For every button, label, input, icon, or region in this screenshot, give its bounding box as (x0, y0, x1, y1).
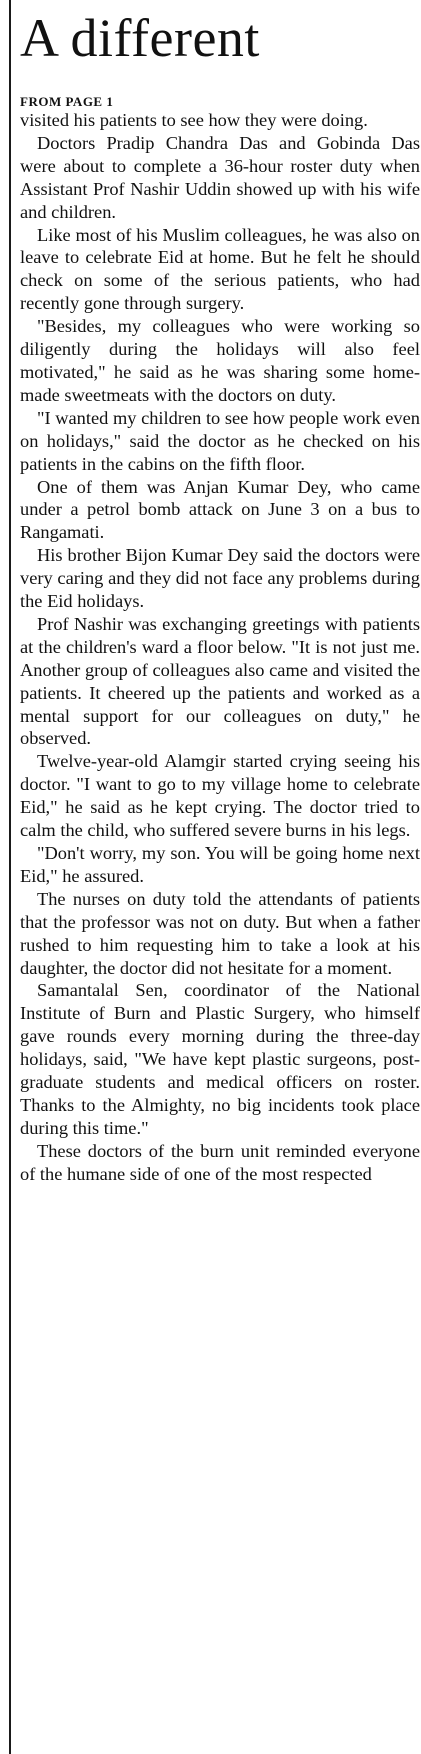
article-body (20, 109, 420, 1186)
paragraph: Twelve-year-old Alamgir started crying seeing his doctor. "I want to go to my village home to celebrate Eid," he said as he kept crying. The doctor tried to calm the child, who suffered severe burns in his legs. (20, 751, 420, 841)
paragraph: One of them was Anjan Kumar Dey, who came under a petrol bomb attack on June 3 on a bus to Rangamati. (20, 476, 420, 543)
headline: A different (20, 8, 260, 68)
paragraph: These doctors of the burn unit reminded everyone of the humane side of one of the most respected (20, 1140, 420, 1184)
article-column (20, 0, 420, 1186)
paragraph: "I wanted my children to see how people work even on holidays," said the doctor as he checked on his patients in the cabins on the fifth floor. (20, 407, 420, 474)
paragraph: The nurses on duty told the attendants of patients that the professor was not on duty. But when a father rushed to him requesting him to take a look at his daughter, the doctor did not hesitate for a moment. (20, 888, 420, 978)
paragraph: Prof Nashir was exchanging greetings with patients at the children's ward a floor below. "It is not just me. Another group of colleagues also came and visited the patients. It cheered up the patients and worked as a mental support for our colleagues on duty," he observed. (20, 613, 420, 749)
paragraph: His brother Bijon Kumar Dey said the doctors were very caring and they did not face any problems during the Eid holidays. (20, 545, 420, 612)
paragraph: "Don't worry, my son. You will be going home next Eid," he assured. (20, 843, 420, 886)
paragraph: Like most of his Muslim colleagues, he was also on leave to celebrate Eid at home. But he felt he should check on some of the serious patients, who had recently gone through surgery. (20, 224, 420, 314)
paragraph: Doctors Pradip Chandra Das and Gobinda Das were about to complete a 36-hour roster duty when Assistant Prof Nashir Uddin showed up with his wife and children. (20, 132, 420, 222)
paragraph: visited his patients to see how they were doing. (20, 110, 368, 130)
column-rule (9, 0, 11, 1754)
paragraph: Samantalal Sen, coordinator of the National Institute of Burn and Plastic Surgery, who himself gave rounds every morning during the three-day holidays, said, "We have kept plastic surgeons, post-graduate students and medical officers on roster. Thanks to the Almighty, no big incidents took place during this time." (20, 980, 420, 1138)
jump-label: FROM PAGE 1 (20, 94, 114, 109)
paragraph: "Besides, my colleagues who were working so diligently during the holidays will also feel motivated," he said as he was sharing some home-made sweetmeats with the doctors on duty. (20, 316, 420, 405)
